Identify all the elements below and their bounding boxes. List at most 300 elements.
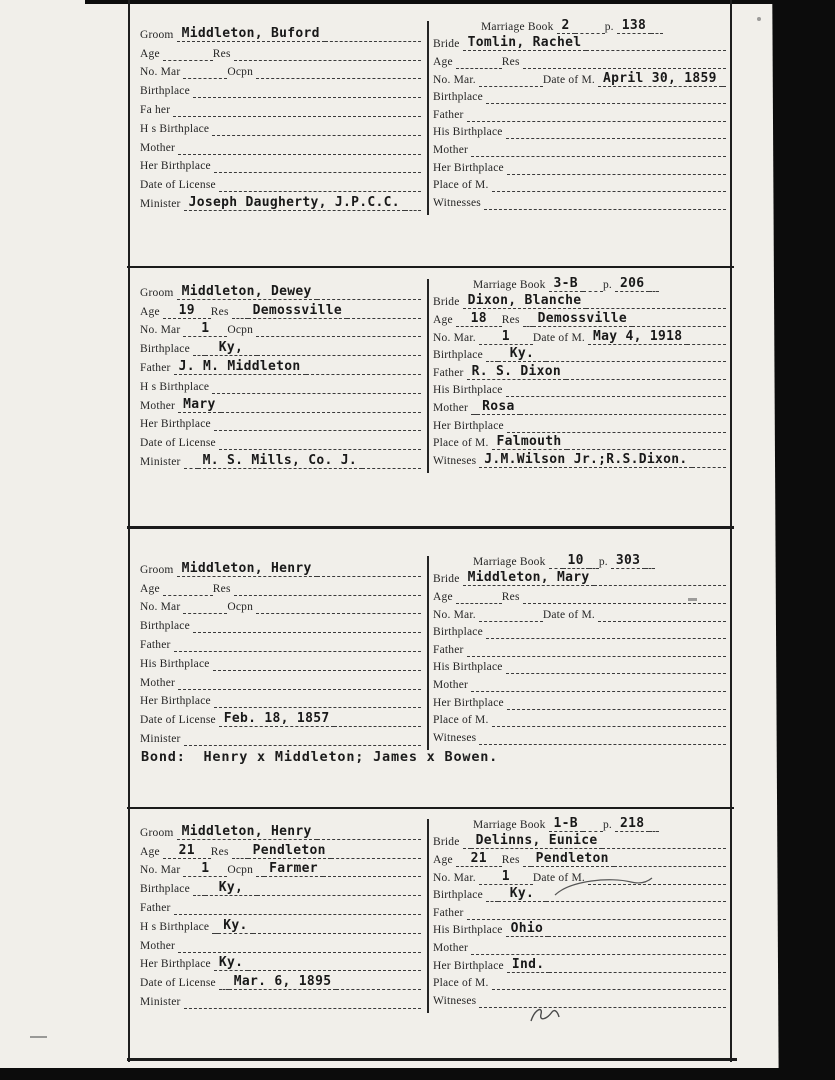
field-label: Father (433, 366, 464, 379)
scan-speck (688, 598, 697, 601)
field-label: p. (598, 555, 608, 568)
field-value: Ohio (506, 921, 549, 937)
dotted-line (456, 600, 502, 604)
field-label: Res (501, 590, 520, 603)
field-label: Her Birthplace (433, 959, 504, 972)
field-value: 2 (557, 18, 575, 34)
field-label: No. Mar (140, 66, 181, 79)
field-label: Res (212, 582, 231, 595)
form-row (140, 934, 421, 953)
record-separator (127, 266, 734, 268)
dotted-line (492, 723, 726, 727)
record-block-middleton-dewey (0, 274, 835, 489)
dotted-line (506, 393, 726, 397)
field-value: 1 (183, 321, 227, 337)
field-label: Place of M. (433, 179, 489, 192)
field-value: Demossville (533, 311, 632, 327)
form-row (140, 671, 421, 690)
form-row (140, 727, 421, 746)
form-row (140, 450, 421, 469)
dotted-line (649, 288, 659, 292)
field-label: Mother (433, 144, 469, 157)
dotted-line (256, 333, 421, 337)
form-row (433, 433, 726, 451)
form-row (433, 710, 726, 728)
dotted-line (334, 723, 421, 727)
field-value: Mary (178, 397, 221, 413)
field-label: Ocpn (227, 66, 254, 79)
field-label: H s Birthplace (140, 122, 210, 135)
field-label: Ocpn (227, 324, 254, 337)
field-value: Middleton, Mary (463, 570, 595, 586)
dotted-line (183, 610, 227, 614)
dotted-line (178, 151, 421, 155)
form-row (140, 971, 421, 990)
dotted-line (219, 446, 421, 450)
form-row (433, 727, 726, 745)
form-row (433, 327, 726, 345)
form-row (433, 832, 726, 850)
field-label: p. (602, 278, 612, 291)
field-label: Her Birthplace (433, 419, 504, 432)
field-value: Ky, (205, 340, 257, 356)
dotted-line (219, 188, 421, 192)
dotted-line (174, 648, 421, 652)
dotted-line (193, 94, 421, 98)
field-label: Bride (433, 296, 460, 309)
dotted-line (257, 352, 421, 356)
field-label: No. Mar (140, 324, 181, 337)
bond-note: Bond: Henry x Middleton; James x Bowen. (141, 749, 499, 765)
dotted-line (405, 207, 421, 211)
form-row (140, 690, 421, 709)
field-label: No. Mar. (433, 871, 476, 884)
form-row (433, 16, 726, 34)
dotted-line (486, 100, 726, 104)
form-row (433, 34, 726, 52)
field-label: Res (501, 55, 520, 68)
field-label: Date of M. (542, 608, 595, 621)
field-label: Marriage Book (473, 555, 546, 568)
field-value: Middleton, Dewey (177, 284, 317, 300)
form-row (433, 973, 726, 991)
field-value: Dixon, Blanche (463, 293, 587, 309)
dotted-line (317, 836, 421, 840)
field-value: J.M.Wilson Jr.;R.S.Dixon. (479, 452, 692, 468)
dotted-line (248, 967, 421, 971)
scan-edge-top-bar (85, 0, 835, 4)
margin-mark (30, 1036, 47, 1038)
dotted-line (520, 411, 726, 415)
field-label: Witneses (433, 995, 477, 1008)
field-value: 19 (163, 303, 211, 319)
field-value: Pendleton (248, 843, 331, 859)
dotted-line (347, 315, 421, 319)
card-bottom-rule (127, 1058, 737, 1061)
dotted-line (507, 429, 726, 433)
dotted-line (583, 828, 603, 832)
record-block-middleton-henry-1857 (0, 551, 835, 766)
form-row (433, 415, 726, 433)
groom-card (140, 558, 421, 746)
form-row (433, 814, 726, 832)
field-label: Her Birthplace (140, 958, 211, 971)
bride-card (433, 551, 726, 745)
dotted-line (325, 38, 421, 42)
dotted-line (317, 573, 421, 577)
dotted-line (471, 951, 726, 955)
field-label: Father (140, 901, 171, 914)
field-label: Groom (140, 826, 174, 839)
field-value: Tomlin, Rachel (463, 35, 587, 51)
field-value: Ky. (214, 955, 248, 971)
field-label: Birthplace (140, 343, 190, 356)
dotted-line (567, 446, 726, 450)
column-divider-rule (427, 279, 429, 473)
record-block-middleton-henry-1895 (0, 814, 835, 1029)
field-value: 303 (611, 553, 645, 569)
field-label: Minister (140, 455, 181, 468)
dotted-line (317, 296, 421, 300)
dotted-line (507, 706, 726, 710)
field-label: Her Birthplace (433, 161, 504, 174)
form-row (140, 953, 421, 972)
field-value: 1 (479, 869, 533, 885)
dotted-line (575, 30, 605, 34)
form-row (140, 896, 421, 915)
field-label: Fa her (140, 103, 171, 116)
form-row (140, 42, 421, 61)
groom-card (140, 281, 421, 469)
field-label: Place of M. (433, 437, 489, 450)
field-label: Mother (140, 939, 176, 952)
field-label: Ocpn (227, 601, 254, 614)
dotted-line (486, 898, 498, 902)
form-row (140, 821, 421, 840)
dotted-line (467, 118, 726, 122)
field-label: Witneses (433, 455, 477, 468)
dotted-line (256, 75, 421, 79)
dotted-line (214, 704, 421, 708)
record-separator (127, 526, 734, 529)
field-label: Date of License (140, 714, 216, 727)
dotted-line (546, 898, 726, 902)
form-row (433, 87, 726, 105)
field-value: 1 (183, 861, 227, 877)
field-label: His Birthplace (433, 924, 503, 937)
dotted-line (722, 83, 726, 87)
dotted-line (546, 358, 726, 362)
dotted-line (589, 565, 599, 569)
form-row (140, 173, 421, 192)
field-label: Age (433, 313, 453, 326)
field-label: Age (433, 55, 453, 68)
form-row (140, 877, 421, 896)
dotted-line (687, 341, 726, 345)
form-row (433, 586, 726, 604)
form-row (140, 596, 421, 615)
form-row (433, 885, 726, 903)
field-label: Her Birthplace (140, 695, 211, 708)
field-label: Birthplace (140, 620, 190, 633)
dotted-line (549, 565, 563, 569)
dotted-line (651, 30, 663, 34)
form-row (433, 397, 726, 415)
field-label: Ocpn (227, 864, 254, 877)
bride-card (433, 274, 726, 468)
dotted-line (219, 986, 229, 990)
field-label: Birthplace (140, 883, 190, 896)
field-value: M. S. Mills, Co. J. (198, 453, 362, 469)
form-row (433, 362, 726, 380)
dotted-line (456, 65, 502, 69)
field-value: Rosa (477, 399, 520, 415)
dotted-line (463, 845, 471, 849)
field-label: Birthplace (433, 91, 483, 104)
form-row (433, 139, 726, 157)
field-label: Marriage Book (473, 818, 546, 831)
form-row (140, 337, 421, 356)
field-value: 10 (563, 553, 589, 569)
dotted-line (323, 873, 421, 877)
field-label: p. (602, 818, 612, 831)
form-row (433, 849, 726, 867)
dotted-line (212, 390, 421, 394)
dotted-line (548, 933, 726, 937)
field-label: Mother (433, 942, 469, 955)
field-label: Place of M. (433, 977, 489, 990)
dotted-line (331, 855, 421, 859)
form-row (140, 300, 421, 319)
form-row (140, 281, 421, 300)
field-value: 1 (479, 329, 533, 345)
dotted-line (614, 863, 726, 867)
field-label: Date of M. (542, 73, 595, 86)
dotted-line (256, 610, 421, 614)
field-label: Birthplace (433, 889, 483, 902)
dotted-line (479, 618, 543, 622)
form-row (433, 274, 726, 292)
field-value: Falmouth (492, 434, 567, 450)
field-label: Groom (140, 286, 174, 299)
field-label: Her Birthplace (140, 160, 211, 173)
form-row (433, 920, 726, 938)
dotted-line (256, 873, 264, 877)
form-row (140, 633, 421, 652)
form-row (433, 345, 726, 363)
dotted-line (362, 465, 421, 469)
dotted-line (586, 47, 726, 51)
dotted-line (221, 409, 421, 413)
field-label: Place of M. (433, 714, 489, 727)
field-value: 21 (163, 843, 211, 859)
field-label: Res (210, 305, 229, 318)
dotted-line (467, 653, 726, 657)
field-value: Mar. 6, 1895 (229, 974, 337, 990)
dotted-line (602, 845, 726, 849)
form-row (140, 652, 421, 671)
dotted-line (479, 1004, 726, 1008)
field-label: No. Mar. (433, 73, 476, 86)
form-row (140, 61, 421, 80)
field-label: Bride (433, 38, 460, 51)
field-label: His Birthplace (433, 384, 503, 397)
form-row (140, 136, 421, 155)
form-row (140, 98, 421, 117)
dotted-line (692, 464, 726, 468)
form-row (140, 192, 421, 211)
dotted-line (549, 969, 726, 973)
field-label: H s Birthplace (140, 380, 210, 393)
field-value: 3-B (549, 276, 583, 292)
dotted-line (253, 930, 421, 934)
form-row (433, 175, 726, 193)
field-label: Witnesses (433, 197, 481, 210)
form-row (433, 604, 726, 622)
form-row (433, 955, 726, 973)
dotted-line (234, 592, 421, 596)
dotted-line (193, 629, 421, 633)
field-value: 206 (615, 276, 649, 292)
dotted-line (492, 188, 726, 192)
field-value: May 4, 1918 (588, 329, 687, 345)
field-label: Marriage Book (481, 20, 554, 33)
groom-card (140, 23, 421, 211)
dotted-line (523, 323, 533, 327)
field-label: Marriage Book (473, 278, 546, 291)
form-row (140, 413, 421, 432)
dotted-line (212, 132, 421, 136)
form-row (140, 840, 421, 859)
field-value: Middleton, Henry (177, 561, 317, 577)
field-value: Farmer (264, 861, 323, 877)
field-label: Minister (140, 995, 181, 1008)
form-row (140, 431, 421, 450)
dotted-line (234, 57, 421, 61)
dotted-line (486, 635, 726, 639)
field-label: Res (212, 47, 231, 60)
field-label: Minister (140, 732, 181, 745)
dotted-line (163, 592, 213, 596)
dotted-line (586, 305, 726, 309)
field-label: No. Mar. (433, 608, 476, 621)
column-divider-rule (427, 819, 429, 1013)
dotted-line (523, 863, 531, 867)
form-row (140, 117, 421, 136)
scan-speck (757, 17, 761, 21)
form-row (433, 622, 726, 640)
dotted-line (594, 582, 726, 586)
form-row (433, 51, 726, 69)
field-label: Date of License (140, 977, 216, 990)
field-label: Groom (140, 563, 174, 576)
groom-card (140, 821, 421, 1009)
dotted-line (232, 855, 248, 859)
field-value: Joseph Daugherty, J.P.C.C. (184, 195, 405, 211)
dotted-line (471, 688, 726, 692)
field-label: Birthplace (140, 85, 190, 98)
field-value: Ky, (205, 880, 257, 896)
field-label: Mother (140, 399, 176, 412)
form-row (433, 292, 726, 310)
field-label: p. (604, 20, 614, 33)
field-label: Birthplace (433, 626, 483, 639)
field-label: Father (140, 638, 171, 651)
field-value: 1-B (549, 816, 583, 832)
dotted-line (213, 667, 421, 671)
form-row (140, 319, 421, 338)
field-label: Her Birthplace (140, 418, 211, 431)
field-label: No. Mar. (433, 331, 476, 344)
field-value: Ky. (218, 918, 252, 934)
field-label: Date of M. (532, 331, 585, 344)
field-label: Bride (433, 836, 460, 849)
dotted-line (306, 371, 422, 375)
dotted-line (588, 881, 726, 885)
field-label: Res (210, 845, 229, 858)
dotted-line (257, 892, 421, 896)
form-row (433, 69, 726, 87)
dotted-line (178, 949, 421, 953)
dotted-line (566, 376, 726, 380)
field-label: His Birthplace (433, 126, 503, 139)
field-value: 21 (456, 851, 502, 867)
dotted-line (506, 670, 726, 674)
dotted-line (184, 742, 421, 746)
column-divider-rule (427, 556, 429, 750)
field-label: Groom (140, 28, 174, 41)
form-row (433, 674, 726, 692)
dotted-line (649, 828, 659, 832)
field-value: 18 (456, 311, 502, 327)
field-label: Her Birthplace (433, 696, 504, 709)
form-row (140, 708, 421, 727)
form-row (140, 577, 421, 596)
dotted-line (479, 741, 726, 745)
form-row (433, 692, 726, 710)
dotted-line (193, 892, 205, 896)
field-label: Bride (433, 573, 460, 586)
dotted-line (193, 352, 205, 356)
field-label: Age (433, 590, 453, 603)
field-value: Ky. (498, 346, 546, 362)
dotted-line (486, 358, 498, 362)
form-row (140, 356, 421, 375)
dotted-line (645, 565, 655, 569)
dotted-line (232, 315, 248, 319)
field-label: Mother (433, 402, 469, 415)
dotted-line (583, 288, 603, 292)
form-row (140, 859, 421, 878)
field-label: Father (140, 361, 171, 374)
form-row (433, 450, 726, 468)
field-value: Ky. (498, 886, 546, 902)
field-value: Feb. 18, 1857 (219, 711, 335, 727)
dotted-line (163, 57, 213, 61)
field-value: Ind. (507, 957, 550, 973)
dotted-line (471, 153, 726, 157)
dotted-line (174, 911, 421, 915)
dotted-line (183, 75, 227, 79)
field-label: Mother (140, 141, 176, 154)
form-row (140, 394, 421, 413)
bride-card (433, 16, 726, 210)
field-label: No. Mar (140, 601, 181, 614)
field-label: Date of License (140, 179, 216, 192)
form-row (433, 104, 726, 122)
field-value: Middleton, Buford (177, 26, 325, 42)
field-value: Middleton, Henry (177, 824, 317, 840)
